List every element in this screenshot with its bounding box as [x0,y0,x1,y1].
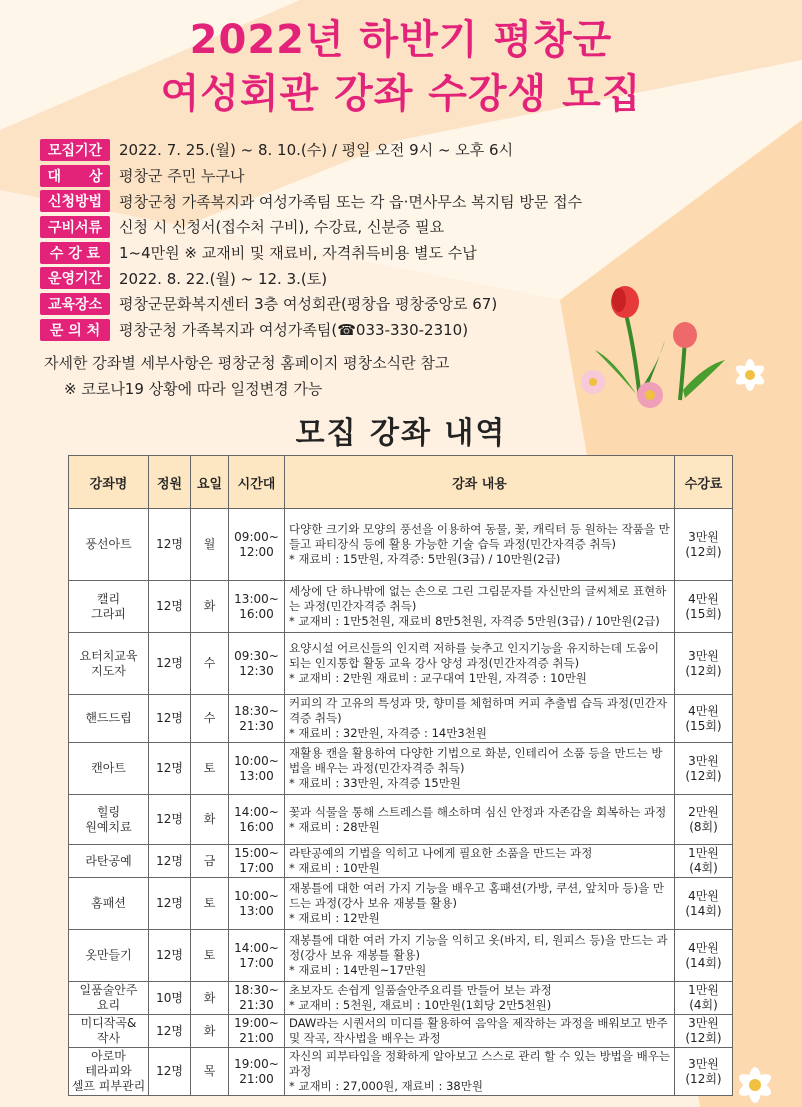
course-name-line: 작사 [96,1031,121,1045]
table-row [69,930,733,982]
course-description [285,795,675,845]
tuition-fee-line: (12회) [685,663,722,678]
course-name-line: 미디작곡& [80,1016,137,1030]
time-slot-line: 12:30 [239,663,274,678]
course-description-line: 커피의 각 고유의 특성과 맛, 향미를 체험하며 커피 추출법 습득 과정(민간자격증 취득) [289,696,667,725]
tuition-fee [675,509,733,581]
tuition-fee-line: (4회) [689,998,718,1012]
tuition-fee [675,795,733,845]
table-row [69,581,733,633]
time-slot-line: 13:00 [239,903,274,918]
info-label: 운영기간 [40,267,110,289]
course-description [285,581,675,633]
time-slot-line: 13:00 [239,768,274,783]
time-slot-line: 14:00~ [234,804,279,819]
time-slot-line: 12:00 [239,544,274,559]
time-slot-line: 13:00~ [234,591,279,606]
tuition-fee-line: (15회) [685,606,722,621]
info-row [40,137,660,163]
tuition-fee-line: (12회) [685,1071,722,1086]
course-name [69,695,149,743]
course-description [285,509,675,581]
column-header: 시간대 [229,456,285,509]
tuition-fee-line: 3만원 [688,1056,719,1071]
info-value: 평창군문화복지센터 3층 여성회관(평창읍 평창중앙로 67) [119,295,498,314]
title-line-2: 여성회관 강좌 수강생 모집 [160,71,642,117]
capacity: 12명 [149,878,191,930]
course-name [69,581,149,633]
course-name [69,795,149,845]
time-slot [229,1048,285,1096]
note-covid: ※ 코로나19 상황에 따라 일정변경 가능 [64,380,323,398]
weekday: 금 [191,845,229,878]
tuition-fee [675,633,733,695]
info-label: 구비서류 [40,216,110,238]
course-description-line: 재봉틀에 대한 여러 가지 기능을 배우고 홈패션(가방, 쿠션, 앞치마 등)을 만드는 과정(강사 보유 재봉틀 활용) [289,881,664,910]
course-name-line: 핸드드립 [85,711,132,725]
course-name [69,1015,149,1048]
tuition-fee-line: 1만원 [688,983,719,997]
course-description-line: * 교재비 : 1만5천원, 재료비 8만5천원, 자격증 5만원(3급) / 10만원(2급) [289,614,660,628]
time-slot-line: 17:00 [239,861,274,875]
capacity: 12명 [149,845,191,878]
tuition-fee [675,878,733,930]
course-description-line: * 재료비 : 28만원 [289,819,380,834]
table-row [69,743,733,795]
weekday: 토 [191,878,229,930]
time-slot [229,1015,285,1048]
weekday: 화 [191,1015,229,1048]
course-name-line: 셀프 피부관리 [71,1079,146,1093]
time-slot-line: 21:00 [239,1071,274,1086]
column-header: 요일 [191,456,229,509]
info-value: 평창군 주민 누구나 [119,167,245,186]
time-slot-line: 21:30 [239,718,274,733]
tuition-fee [675,930,733,982]
table-row [69,845,733,878]
course-name [69,930,149,982]
info-label: 대 상 [40,165,110,187]
time-slot-line: 16:00 [239,606,274,621]
table-row [69,982,733,1015]
column-header: 강좌명 [69,456,149,509]
time-slot-line: 18:30~ [234,983,279,997]
tuition-fee [675,743,733,795]
time-slot-line: 17:00 [239,955,274,970]
capacity: 12명 [149,743,191,795]
course-description-line: 요양시설 어르신들의 인지력 저하를 늦추고 인지기능을 유지하는데 도움이 되는 인지통합 활동 교육 강사 양성 과정(민간자격증 취득) [289,641,659,670]
course-description-line: * 재료비 : 15만원, 자격증: 5만원(3급) / 10만원(2급) [289,552,561,566]
weekday: 수 [191,633,229,695]
course-name-line: 아로마 [91,1049,126,1063]
column-header: 정원 [149,456,191,509]
tuition-fee-line: (14회) [685,903,722,918]
course-description-line: 꽃과 식물을 통해 스트레스를 해소하며 심신 안정과 자존감을 회복하는 과정 [289,804,667,819]
column-header: 수강료 [675,456,733,509]
time-slot [229,633,285,695]
note-homepage: 자세한 강좌별 세부사항은 평창군청 홈페이지 평창소식란 참고 [44,354,450,372]
table-body [69,509,733,1096]
time-slot-line: 10:00~ [234,753,279,768]
flower-bouquet-icon [565,280,795,420]
info-label: 교육장소 [40,293,110,315]
course-description-line: * 재료비 : 14만원~17만원 [289,963,427,977]
tuition-fee [675,695,733,743]
course-name [69,633,149,695]
weekday: 화 [191,795,229,845]
capacity: 12명 [149,795,191,845]
course-description-line: * 재료비 : 10만원 [289,861,380,875]
course-table [68,455,733,1096]
time-slot [229,795,285,845]
tuition-fee-line: (12회) [685,768,722,783]
course-description [285,1048,675,1096]
time-slot-line: 16:00 [239,819,274,834]
info-row [40,188,660,214]
tuition-fee-line: (14회) [685,955,722,970]
table-row [69,633,733,695]
course-name-line: 라탄공예 [85,853,132,868]
course-name-line: 캘리 [96,591,121,606]
tuition-fee-line: (12회) [685,544,722,559]
course-description [285,878,675,930]
course-description-line: * 교재비 : 2만원 재료비 : 교구대여 1만원, 자격증 : 10만원 [289,671,587,685]
time-slot-line: 10:00~ [234,888,279,903]
weekday: 수 [191,695,229,743]
capacity: 12명 [149,581,191,633]
course-description-line: 세상에 단 하나밖에 없는 손으로 그린 그림문자를 자신만의 글씨체로 표현하는 과정(민간자격증 취득) [289,584,667,613]
table-row [69,1048,733,1096]
info-label: 수 강 료 [40,242,110,264]
course-description-line: * 교재비 : 27,000원, 재료비 : 38만원 [289,1079,483,1093]
tuition-fee-line: 4만원 [688,591,719,606]
course-description-line: 재봉틀에 대한 여러 가지 기능을 익히고 옷(바지, 티, 원피스 등)을 만드는 과정(강사 보유 재봉틀 활용) [289,933,668,962]
time-slot-line: 15:00~ [234,846,279,860]
course-description [285,845,675,878]
time-slot [229,581,285,633]
info-row [40,240,660,266]
capacity: 12명 [149,1015,191,1048]
info-label: 신청방법 [40,190,110,212]
course-name-line: 요리 [96,998,121,1012]
time-slot-line: 18:30~ [234,703,279,718]
tuition-fee-line: (15회) [685,718,722,733]
weekday: 월 [191,509,229,581]
course-name-line: 힐링 [96,804,121,819]
tuition-fee-line: (8회) [689,819,718,834]
capacity: 12명 [149,1048,191,1096]
course-description [285,633,675,695]
course-name-line: 캔아트 [91,761,126,775]
table-row [69,1015,733,1048]
tuition-fee-line: 4만원 [688,940,719,955]
course-description-line: * 재료비 : 32만원, 자격증 : 14만3천원 [289,726,487,740]
course-name-line: 그라피 [91,606,126,621]
weekday: 화 [191,982,229,1015]
course-description [285,743,675,795]
time-slot [229,982,285,1015]
course-name [69,845,149,878]
course-description [285,1015,675,1048]
time-slot-line: 21:00 [239,1031,274,1045]
tuition-fee-line: (4회) [689,861,718,875]
table-row [69,795,733,845]
capacity: 12명 [149,695,191,743]
tuition-fee-line: 1만원 [688,846,719,860]
course-description-line: 초보자도 손쉽게 일품술안주요리를 만들어 보는 과정 [289,983,552,997]
info-label: 모집기간 [40,139,110,161]
tuition-fee [675,982,733,1015]
info-row [40,163,660,189]
weekday: 토 [191,930,229,982]
tuition-fee-line: 3만원 [688,1016,719,1030]
tuition-fee-line: 4만원 [688,888,719,903]
tuition-fee [675,845,733,878]
course-name-line: 요터치교육 [79,648,138,663]
course-name-line: 지도자 [91,663,126,678]
tuition-fee [675,581,733,633]
time-slot-line: 21:30 [239,998,274,1012]
tuition-fee-line: 3만원 [688,648,719,663]
tuition-fee-line: 4만원 [688,703,719,718]
time-slot-line: 14:00~ [234,940,279,955]
info-row [40,214,660,240]
tuition-fee-line: 3만원 [688,529,719,544]
time-slot [229,845,285,878]
time-slot [229,695,285,743]
capacity: 12명 [149,509,191,581]
course-description-line: 재활용 캔을 활용하여 다양한 기법으로 화분, 인테리어 소품 등을 만드는 방법을 배우는 과정(민간자격증 취득) [289,746,663,775]
table-row [69,695,733,743]
course-name-line: 홈패션 [91,896,126,910]
capacity: 12명 [149,930,191,982]
info-value: 평창군청 가족복지과 여성가족팀(☎033-330-2310) [119,321,469,340]
course-name [69,982,149,1015]
section-title: 모집 강좌 내역 [295,416,507,451]
tuition-fee-line: 3만원 [688,753,719,768]
course-description [285,930,675,982]
course-description-line: * 교재비 : 5천원, 재료비 : 10만원(1회당 2만5천원) [289,998,552,1012]
course-name-line: 원예치료 [85,819,132,834]
course-description-line: 라탄공예의 기법을 익히고 나에게 필요한 소품을 만드는 과정 [289,846,593,860]
course-description-line: * 재료비 : 12만원 [289,911,380,925]
column-header: 강좌 내용 [285,456,675,509]
course-name-line: 테라피와 [85,1064,132,1078]
time-slot [229,930,285,982]
title-line-1: 2022년 하반기 평창군 [189,17,613,63]
course-name [69,509,149,581]
course-name-line: 일품술안주 [79,983,138,997]
info-value: 2022. 8. 22.(월) ~ 12. 3.(토) [119,269,328,288]
course-name [69,743,149,795]
course-description-line: 자신의 피부타입을 정확하게 알아보고 스스로 관리 할 수 있는 방법을 배우는 과정 [289,1049,670,1078]
course-name-line: 풍선아트 [85,537,132,551]
course-description-line: 다양한 크기와 모양의 풍선을 이용하여 동물, 꽃, 캐릭터 등 원하는 작품을 만들고 파티장식 등에 활용 가능한 기술 습득 과정(민간자격증 취득) [289,522,670,551]
info-label: 문 의 처 [40,319,110,341]
time-slot-line: 09:00~ [234,529,279,544]
time-slot-line: 09:30~ [234,648,279,663]
course-description-line: DAW라는 시퀀서의 미디를 활용하여 음악을 제작하는 과정을 배워보고 반주 및 작곡, 작사법을 배우는 과정 [289,1016,668,1045]
table-row [69,878,733,930]
weekday: 토 [191,743,229,795]
capacity: 12명 [149,633,191,695]
tuition-fee-line: 2만원 [688,804,719,819]
time-slot [229,743,285,795]
course-name-line: 옷만들기 [85,948,132,962]
time-slot-line: 19:00~ [234,1056,279,1071]
time-slot [229,878,285,930]
time-slot-line: 19:00~ [234,1016,279,1030]
table-row [69,509,733,581]
info-value: 2022. 7. 25.(월) ~ 8. 10.(수) / 평일 오전 9시 ~ 오후 6시 [119,141,514,160]
course-description [285,982,675,1015]
time-slot [229,509,285,581]
course-name [69,1048,149,1096]
course-name [69,878,149,930]
tuition-fee-line: (12회) [685,1031,722,1045]
tuition-fee [675,1015,733,1048]
info-value: 1~4만원 ※ 교재비 및 재료비, 자격취득비용 별도 수납 [119,244,477,263]
info-value: 평창군청 가족복지과 여성가족팀 또는 각 읍·면사무소 복지팀 방문 접수 [119,192,583,211]
flower-icon [720,1055,790,1107]
course-description-line: * 재료비 : 33만원, 자격증 15만원 [289,776,461,790]
weekday: 화 [191,581,229,633]
weekday: 목 [191,1048,229,1096]
capacity: 10명 [149,982,191,1015]
course-description [285,695,675,743]
info-value: 신청 시 신청서(접수처 구비), 수강료, 신분증 필요 [119,218,445,237]
table-header-row [69,456,733,509]
